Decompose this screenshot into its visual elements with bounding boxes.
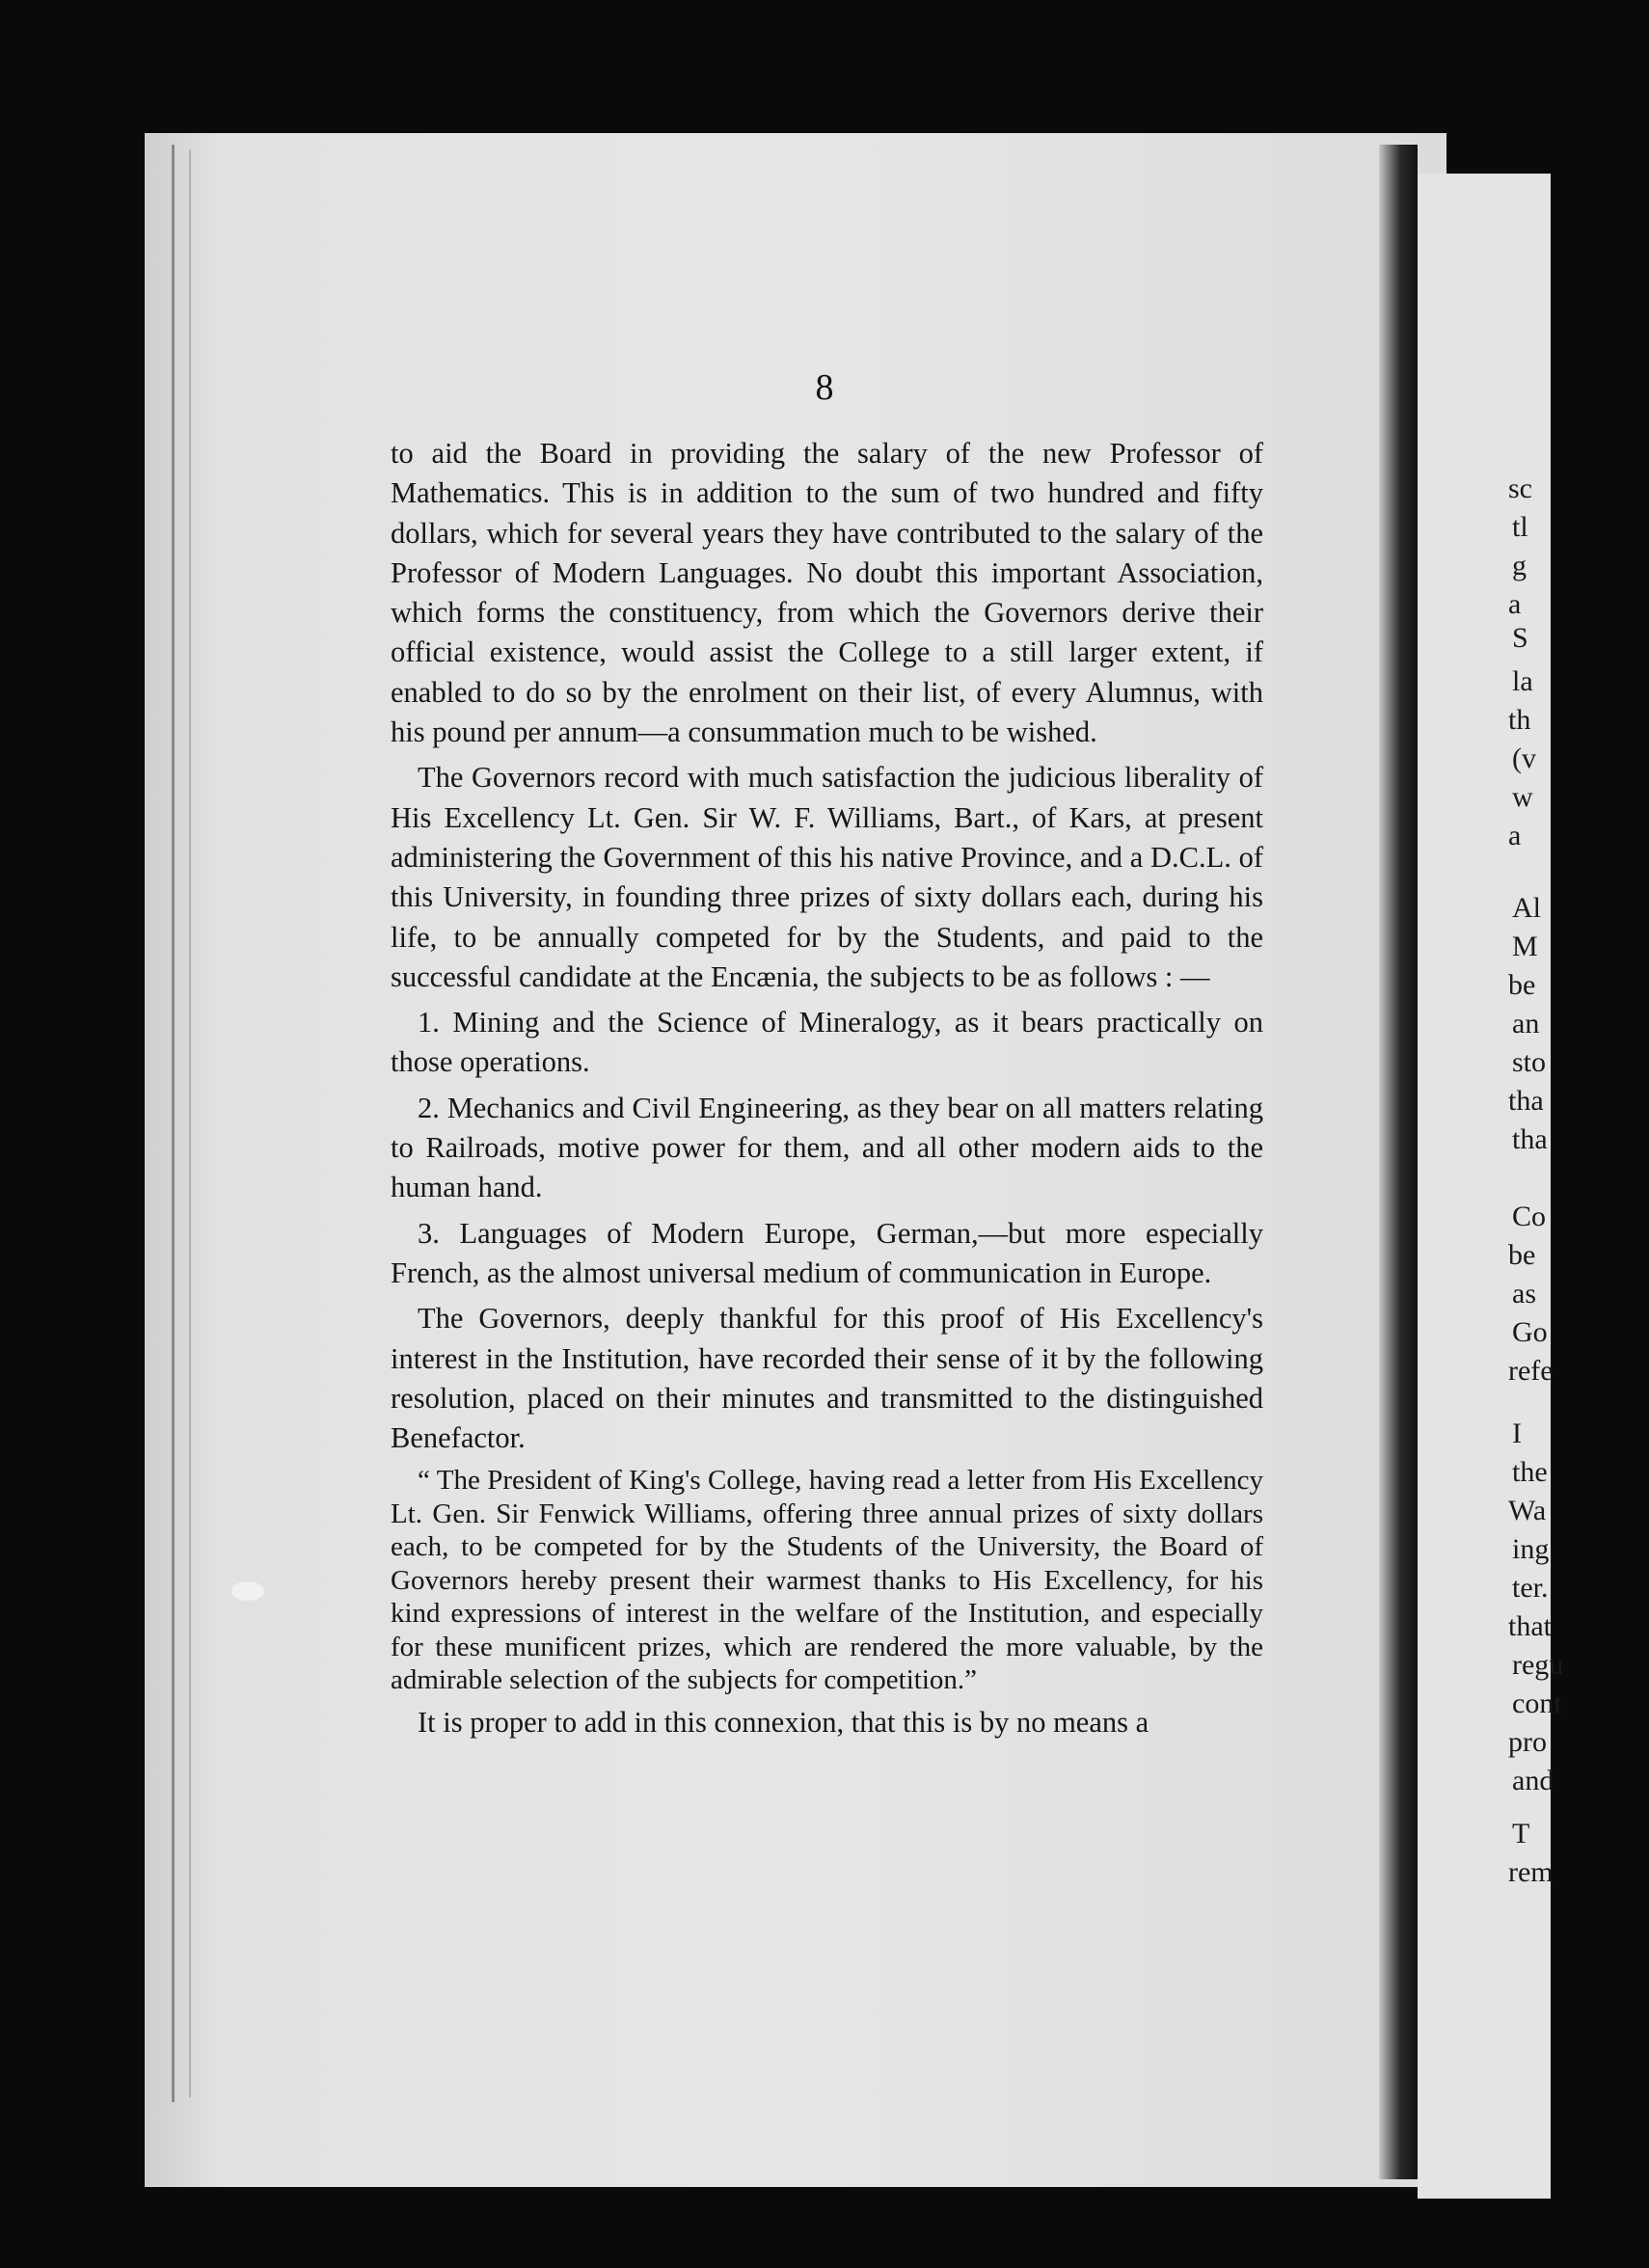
facing-page-fragment: pro [1508,1726,1547,1758]
list-item: 3. Languages of Modern Europe, German,—but more especially French, as the almost universal medium of communication in Europe. [391,1216,1263,1289]
facing-page-fragment: I [1512,1418,1522,1449]
facing-page-fragment: Go [1512,1316,1548,1348]
facing-page-fragment: regu [1512,1649,1564,1681]
resolution-quote: “ The President of King's College, having read a letter from His Excellency Lt. Gen. Sir Fenwick Williams, offering three annual prizes of sixty dollars each, to be competed for by the Students of the University, the Board of Governors hereby present their warmest thanks to His Excellency, for his kind expressions of interest in the welfare of the Institution, and especially for these munificent prizes, which are rendered the more valuable, by the admirable selection of the subjects for competition.” [391,1465,1263,1696]
body-text [391,434,1263,1748]
facing-page-fragment: the [1512,1456,1548,1488]
list-item: 1. Mining and the Science of Mineralogy, as it bears practically on those operations. [391,1006,1263,1079]
facing-page-fragment: be [1508,969,1536,1001]
facing-page-fragment: as [1512,1278,1536,1310]
facing-page-edge [1418,174,1564,2199]
binding-rule [172,145,175,2102]
paragraph: The Governors record with much satisfaction the judicious liberality of His Excellency Lt. Gen. Sir W. F. Williams, Bart., of Kars, at present administering the Government of this his native Province, and a D.C.L. of this University, in founding three prizes of sixty dollars each, during his life, to be annually competed for by the Students, and paid to the successful candidate at the Encænia, the subjects to be as follows : — [391,761,1263,993]
facing-page-fragment: tha [1512,1123,1548,1155]
facing-page-fragment: ter. [1512,1572,1549,1604]
paragraph: The Governors, deeply thankful for this proof of His Excellency's interest in the Institution, have recorded their sense of it by the following resolution, placed on their minutes and transmitted to the distinguished Benefactor. [391,1302,1263,1455]
facing-page-fragment: tl [1512,511,1528,543]
facing-page-fragment: an [1512,1008,1540,1040]
facing-page-fragment: ing [1512,1533,1550,1565]
facing-page-fragment: w [1512,781,1533,813]
facing-page-fragment: tha [1508,1085,1544,1117]
facing-page-fragment: S [1512,622,1528,654]
facing-page-fragment: cont [1512,1688,1562,1719]
facing-page-fragment: Al [1512,892,1541,924]
facing-page-fragment: rem [1508,1856,1554,1888]
binding-rule-inner [189,149,191,2097]
facing-page-fragment: be [1508,1239,1536,1271]
facing-page-fragment: sto [1512,1046,1547,1078]
page-blemish [231,1581,264,1601]
facing-page-fragment: la [1512,665,1533,697]
facing-page-fragment: and [1512,1765,1554,1796]
facing-page-fragment: that [1508,1610,1552,1642]
facing-page-fragment: a [1508,820,1522,851]
page-number: 8 [815,367,834,408]
page-gutter [1379,145,1418,2179]
facing-page-fragment: Wa [1508,1495,1547,1526]
facing-page-fragment: M [1512,931,1538,962]
facing-page-fragment: (v [1512,742,1536,774]
facing-page-fragment: g [1512,550,1527,581]
paragraph: to aid the Board in providing the salary of the new Professor of Mathematics. This is in addition to the sum of two hundred and fifty dollars, which for several years they have contributed to the salary of the Professor of Modern Languages. No doubt this important Association, which forms the constituency, from which the Governors derive their official existence, would assist the College to a still larger extent, if enabled to do so by the enrolment on their list, of every Alumnus, with his pound per annum—a consummation much to be wished. [391,437,1263,749]
facing-page-fragment: th [1508,704,1531,736]
list-item: 2. Mechanics and Civil Engineering, as they bear on all matters relating to Railroads, motive power for them, and all other modern aids to the human hand. [391,1091,1263,1204]
facing-page-fragment: T [1512,1818,1530,1850]
facing-page-fragment: Co [1512,1201,1547,1232]
facing-page-fragment: sc [1508,472,1532,504]
paragraph: It is proper to add in this connexion, that this is by no means a [418,1705,1149,1739]
facing-page-fragment: refe [1508,1355,1554,1387]
facing-page-fragment: a [1508,588,1522,620]
